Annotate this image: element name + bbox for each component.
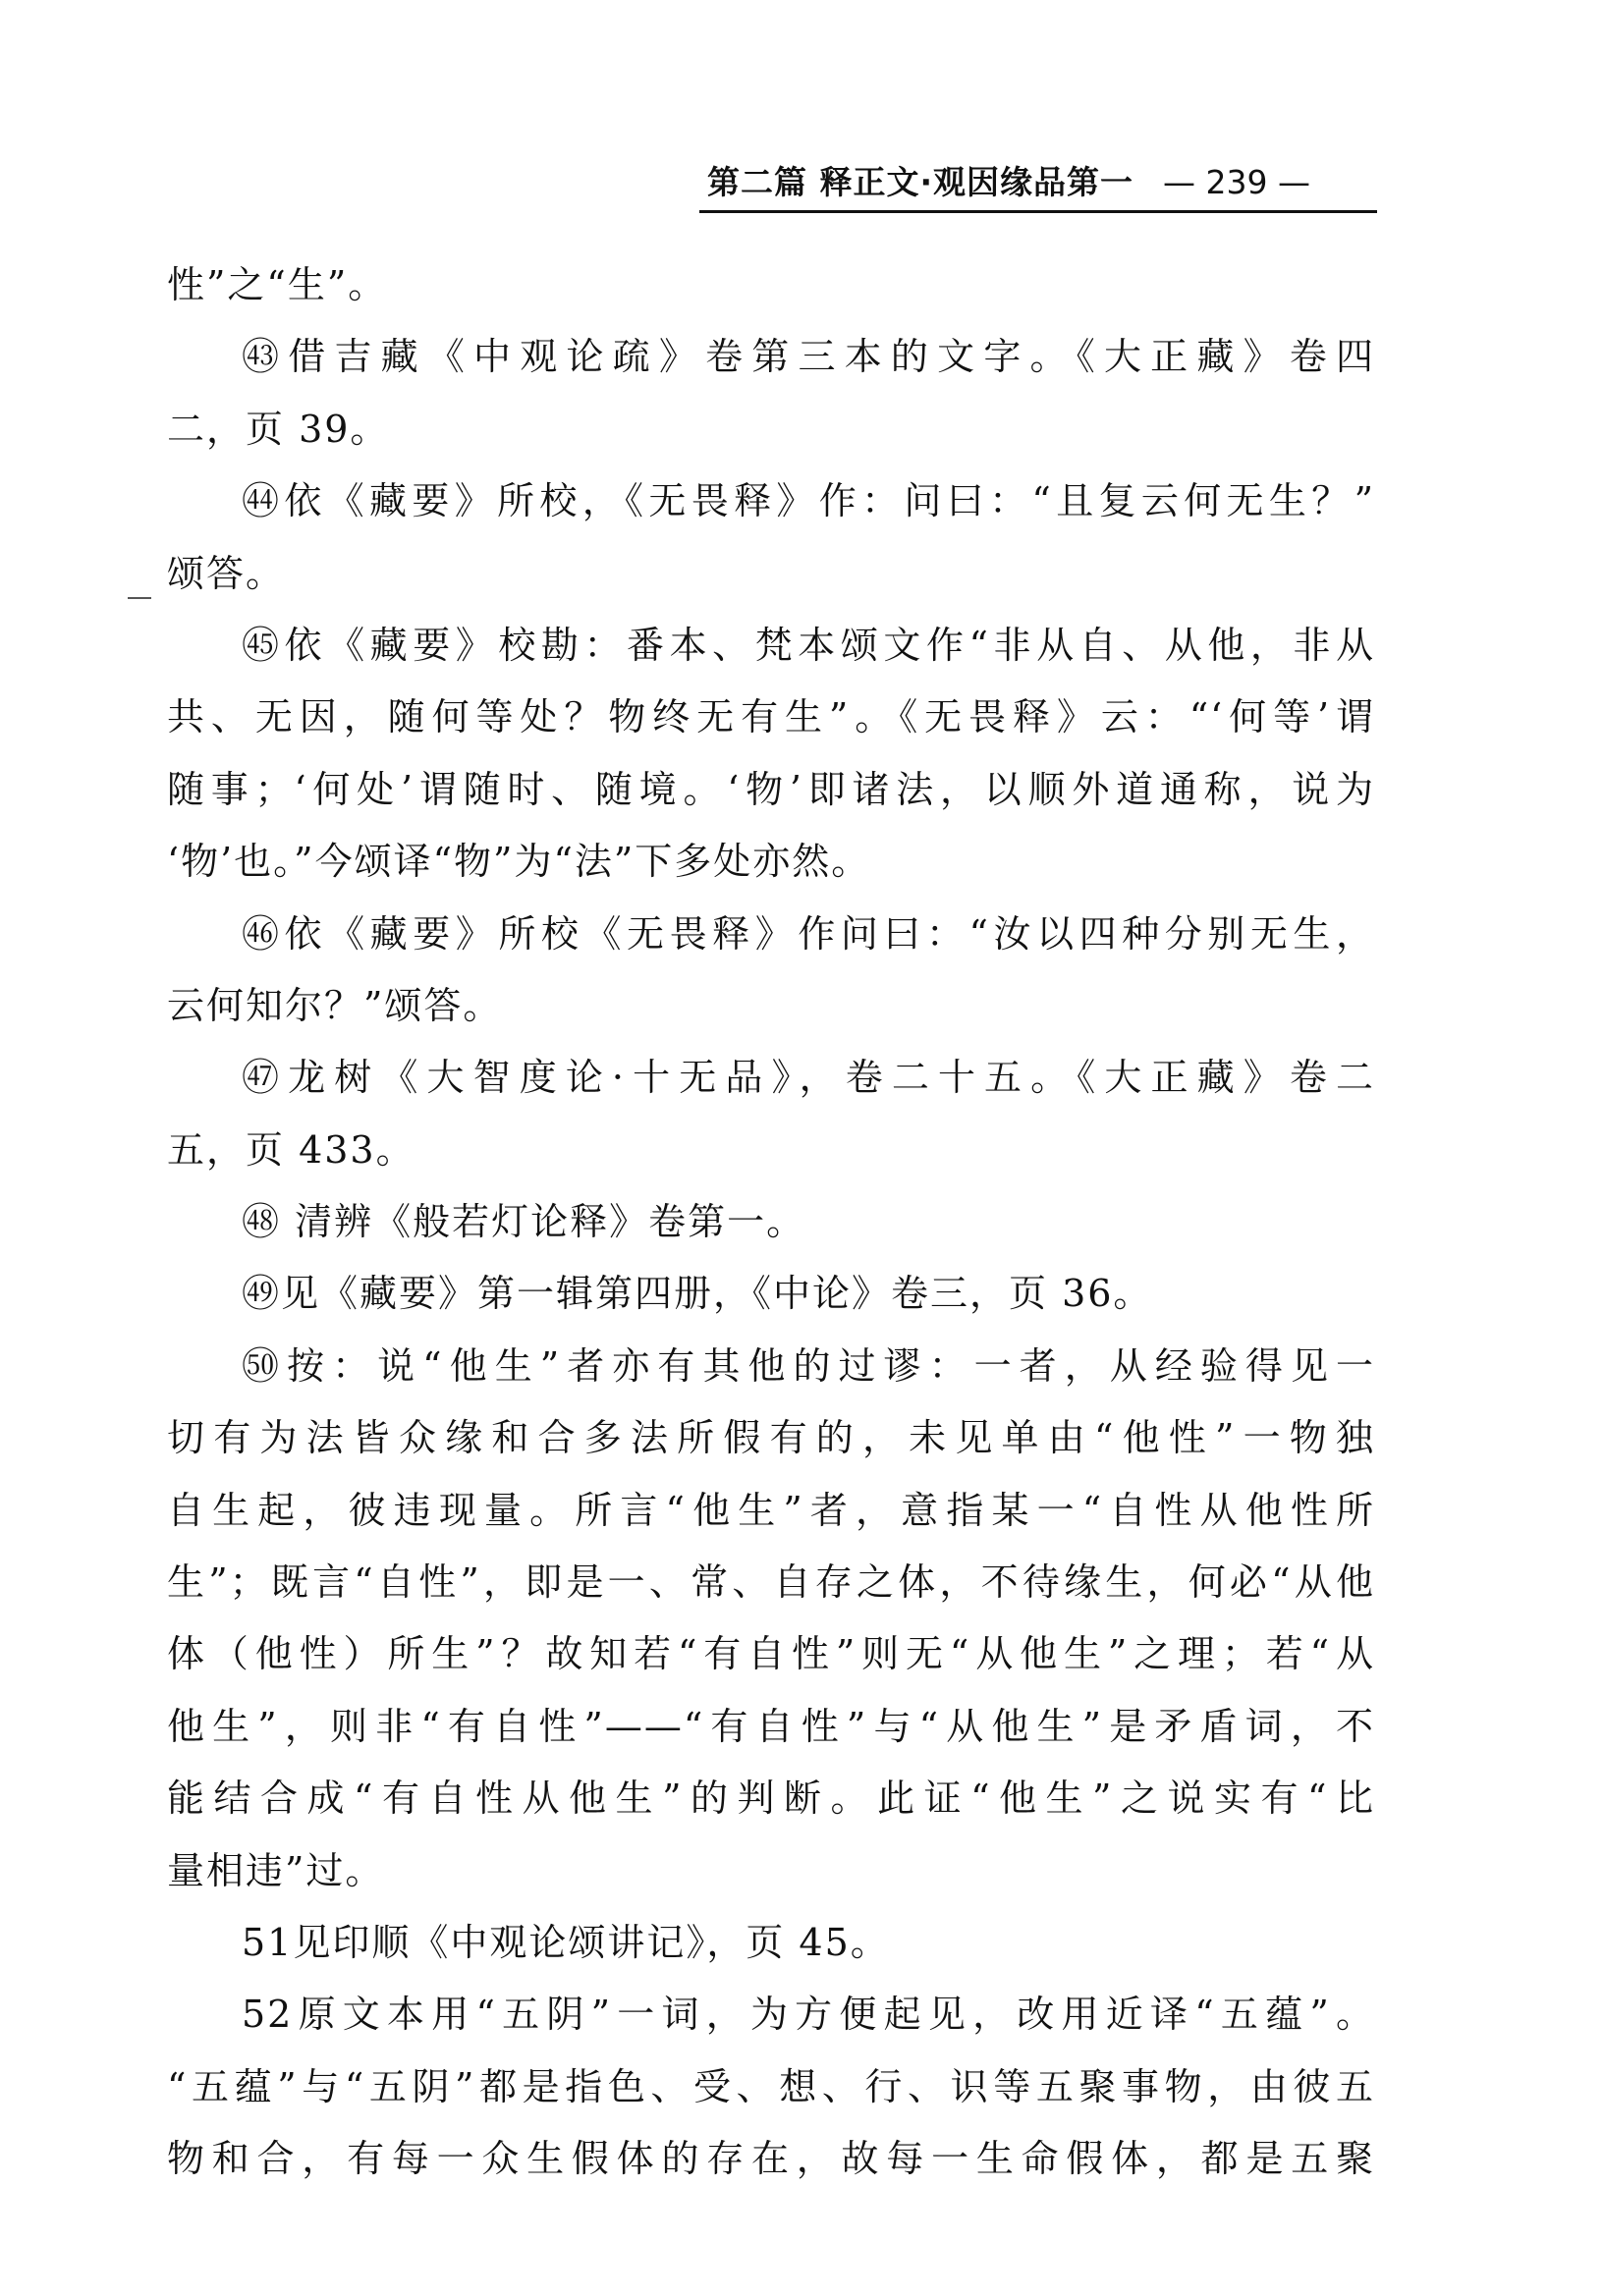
note-52-line: 52原文本用“五阴”一词，为方便起见，改用近译“五蕴”。 [242,1993,1375,2037]
note-47-line: ㊼龙树《大智度论·十无品》，卷二十五。《大正藏》卷二 [242,1056,1375,1100]
text-line: 云何知尔？”颂答。 [167,983,503,1027]
text-line: ‘物’也。”今颂译“物”为“法”下多处亦然。 [167,840,871,884]
text-line: 体（他性）所生”？故知若“有自性”则无“从他生”之理；若“从 [167,1632,1375,1676]
text-line: 物和合，有每一众生假体的存在，故每一生命假体，都是五聚 [167,2137,1375,2181]
note-49-line: ㊾见《藏要》第一辑第四册，《中论》卷三，页 36。 [242,1272,1153,1316]
text-line: 自生起，彼违现量。所言“他生”者，意指某一“自性从他性所 [167,1488,1375,1532]
text-line: 量相违”过。 [167,1848,385,1892]
note-46-line: ㊻依《藏要》所校《无畏释》作问曰：“汝以四种分别无生， [242,911,1375,956]
notes-body [167,249,1375,2196]
text-line: 切有为法皆众缘和合多法所假有的，未见单由“他性”一物独 [167,1416,1375,1460]
note-44-line: ㊹依《藏要》所校，《无畏释》作：问曰：“且复云何无生？” [242,479,1375,523]
text-line: 生”；既言“自性”，即是一、常、自存之体，不待缘生，何必“从他 [167,1560,1375,1605]
note-50-line: ㊿按：说“他生”者亦有其他的过谬：一者，从经验得见一 [242,1343,1375,1388]
text-line: 能结合成“有自性从他生”的判断。此证“他生”之说实有“比 [167,1777,1375,1821]
note-43-line: ㊸借吉藏《中观论疏》卷第三本的文字。《大正藏》卷四 [242,335,1375,379]
text-line: 共、无因，随何等处？物终无有生”。《无畏释》云：“‘何等’谓 [167,695,1375,739]
text-line: 颂答。 [167,551,286,595]
chapter-title: 第二篇 释正文·观因缘品第一 [707,163,1134,201]
margin-mark [128,597,151,599]
text-line: “五蕴”与“五阴”都是指色、受、想、行、识等五聚事物，由彼五 [167,2064,1375,2108]
text-line: 性”之“生”。 [167,263,388,306]
note-48-line: ㊽ 清辨《般若灯论释》卷第一。 [242,1200,806,1244]
text-line: 二，页 39。 [167,407,390,451]
text-line: 他生”，则非“有自性”——“有自性”与“从他生”是矛盾词，不 [167,1704,1375,1748]
note-45-line: ㊺依《藏要》校勘：番本、梵本颂文作“非从自、从他，非从 [242,623,1375,667]
text-line: 随事；‘何处’谓随时、随境。‘物’即诸法，以顺外道通称，说为 [167,767,1375,811]
text-line: 五，页 433。 [167,1127,415,1172]
page-number: — 239 — [1163,163,1310,201]
header-rule [699,210,1377,213]
running-head [707,155,1375,210]
note-51-line: 51见印顺《中观论颂讲记》，页 45。 [242,1920,890,1964]
